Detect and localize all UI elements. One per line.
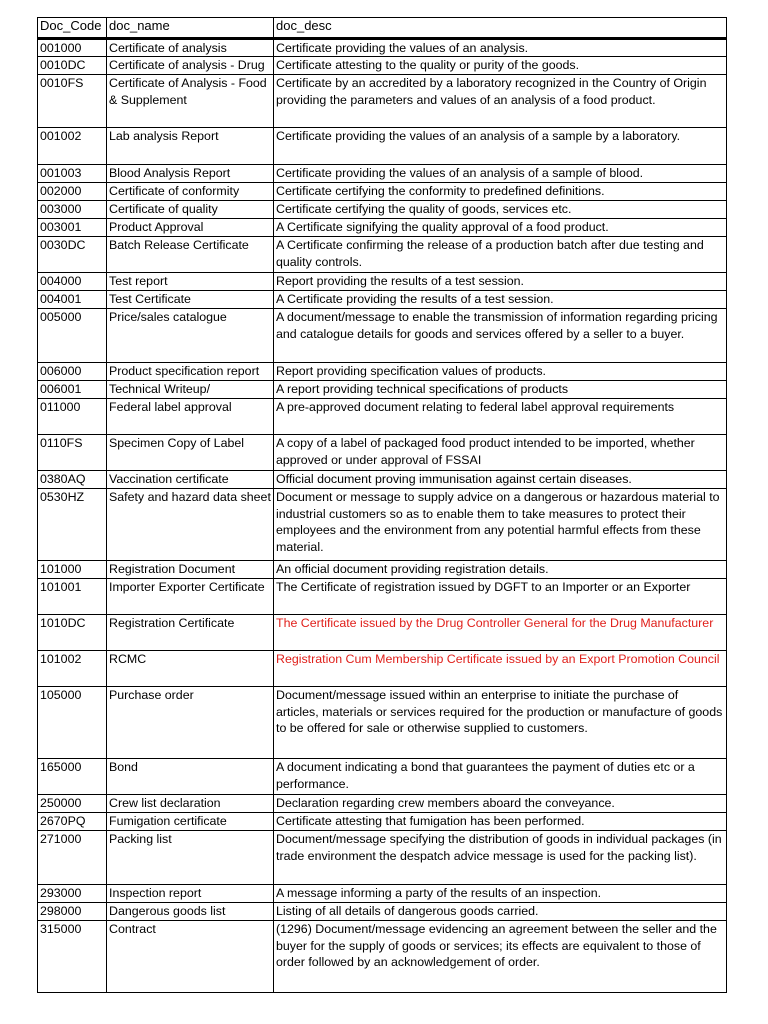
doc-code-cell: 271000 xyxy=(38,831,107,885)
table-row xyxy=(38,435,727,471)
doc-name-cell: Certificate of analysis - Drug xyxy=(107,57,274,75)
doc-name-cell: Price/sales catalogue xyxy=(107,309,274,363)
doc-code-cell: 2670PQ xyxy=(38,813,107,831)
doc-code-cell: 0530HZ xyxy=(38,489,107,561)
table-row xyxy=(38,759,727,795)
doc-code-cell: 1010DC xyxy=(38,615,107,651)
doc-name-cell: Safety and hazard data sheet xyxy=(107,489,274,561)
doc-code-cell: 315000 xyxy=(38,921,107,993)
doc-desc-cell: Certificate attesting to the quality or purity of the goods. xyxy=(274,57,727,75)
doc-name-cell: Contract xyxy=(107,921,274,993)
doc-desc-cell: Report providing the results of a test session. xyxy=(274,273,727,291)
doc-desc-cell: Declaration regarding crew members aboard the conveyance. xyxy=(274,795,727,813)
table-row xyxy=(38,921,727,993)
doc-code-cell: 011000 xyxy=(38,399,107,435)
doc-name-cell: Certificate of conformity xyxy=(107,183,274,201)
doc-name-cell: Product Approval xyxy=(107,219,274,237)
doc-code-cell: 006001 xyxy=(38,381,107,399)
column-header-doc-name: doc_name xyxy=(107,18,274,39)
doc-name-cell: Certificate of analysis xyxy=(107,39,274,57)
table-row xyxy=(38,363,727,381)
doc-name-cell: Technical Writeup/ xyxy=(107,381,274,399)
doc-desc-cell: An official document providing registration details. xyxy=(274,561,727,579)
doc-name-cell: Packing list xyxy=(107,831,274,885)
doc-desc-cell: Document or message to supply advice on a dangerous or hazardous material to industrial customers so as to enable them to take measures to protect their employees and the environment from any potential harmful effects from these material. xyxy=(274,489,727,561)
doc-desc-cell: Certificate providing the values of an analysis of a sample of blood. xyxy=(274,165,727,183)
doc-code-cell: 0010FS xyxy=(38,75,107,128)
doc-desc-cell: Report providing specification values of products. xyxy=(274,363,727,381)
doc-desc-cell: Official document proving immunisation against certain diseases. xyxy=(274,471,727,489)
table-row xyxy=(38,273,727,291)
table-row xyxy=(38,183,727,201)
doc-desc-cell: A message informing a party of the results of an inspection. xyxy=(274,885,727,903)
table-row xyxy=(38,687,727,759)
table-row xyxy=(38,903,727,921)
table-row xyxy=(38,471,727,489)
doc-name-cell: Vaccination certificate xyxy=(107,471,274,489)
doc-code-cell: 101002 xyxy=(38,651,107,687)
doc-code-cell: 298000 xyxy=(38,903,107,921)
table-row xyxy=(38,579,727,615)
doc-name-cell: Fumigation certificate xyxy=(107,813,274,831)
table-row xyxy=(38,489,727,561)
table-body xyxy=(38,39,727,993)
doc-desc-cell: A copy of a label of packaged food product intended to be imported, whether approved or under approval of FSSAI xyxy=(274,435,727,471)
doc-desc-cell: A Certificate providing the results of a test session. xyxy=(274,291,727,309)
table-row xyxy=(38,237,727,273)
table-row xyxy=(38,831,727,885)
table-row xyxy=(38,165,727,183)
table-row xyxy=(38,615,727,651)
table-row xyxy=(38,201,727,219)
table-row xyxy=(38,381,727,399)
doc-desc-cell: A Certificate signifying the quality approval of a food product. xyxy=(274,219,727,237)
doc-code-cell: 0010DC xyxy=(38,57,107,75)
doc-desc-cell: The Certificate issued by the Drug Controller General for the Drug Manufacturer xyxy=(274,615,727,651)
doc-name-cell: Registration Certificate xyxy=(107,615,274,651)
doc-code-cell: 003001 xyxy=(38,219,107,237)
table-row xyxy=(38,219,727,237)
doc-code-cell: 006000 xyxy=(38,363,107,381)
table-row xyxy=(38,291,727,309)
table-row xyxy=(38,399,727,435)
table-row xyxy=(38,561,727,579)
doc-name-cell: Batch Release Certificate xyxy=(107,237,274,273)
doc-name-cell: Specimen Copy of Label xyxy=(107,435,274,471)
doc-name-cell: Purchase order xyxy=(107,687,274,759)
doc-desc-cell: Certificate providing the values of an analysis. xyxy=(274,39,727,57)
doc-name-cell: Lab analysis Report xyxy=(107,128,274,165)
table-row xyxy=(38,39,727,57)
doc-name-cell: RCMC xyxy=(107,651,274,687)
doc-desc-cell: Certificate certifying the quality of goods, services etc. xyxy=(274,201,727,219)
doc-name-cell: Importer Exporter Certificate xyxy=(107,579,274,615)
doc-code-cell: 001000 xyxy=(38,39,107,57)
doc-desc-cell: Certificate certifying the conformity to predefined definitions. xyxy=(274,183,727,201)
doc-desc-cell: Certificate by an accredited by a laboratory recognized in the Country of Origin providing the parameters and values of an analysis of a food product. xyxy=(274,75,727,128)
doc-name-cell: Test report xyxy=(107,273,274,291)
document-codes-table xyxy=(37,17,727,993)
table-row xyxy=(38,885,727,903)
table-row xyxy=(38,309,727,363)
doc-name-cell: Registration Document xyxy=(107,561,274,579)
doc-desc-cell: The Certificate of registration issued by DGFT to an Importer or an Exporter xyxy=(274,579,727,615)
doc-desc-cell: A pre-approved document relating to federal label approval requirements xyxy=(274,399,727,435)
table-row xyxy=(38,75,727,128)
doc-desc-cell: Document/message issued within an enterprise to initiate the purchase of articles, materials or services required for the production or manufacture of goods to be offered for sale or otherwise supplied to customers. xyxy=(274,687,727,759)
doc-desc-cell: A Certificate confirming the release of a production batch after due testing and quality controls. xyxy=(274,237,727,273)
table-row xyxy=(38,795,727,813)
doc-name-cell: Certificate of quality xyxy=(107,201,274,219)
doc-code-cell: 293000 xyxy=(38,885,107,903)
table-header-row xyxy=(38,18,727,39)
column-header-doc-code: Doc_Code xyxy=(38,18,107,39)
doc-code-cell: 165000 xyxy=(38,759,107,795)
doc-name-cell: Product specification report xyxy=(107,363,274,381)
table-row xyxy=(38,651,727,687)
doc-code-cell: 0380AQ xyxy=(38,471,107,489)
doc-desc-cell: Certificate attesting that fumigation has been performed. xyxy=(274,813,727,831)
doc-code-cell: 005000 xyxy=(38,309,107,363)
doc-code-cell: 004000 xyxy=(38,273,107,291)
doc-code-cell: 001003 xyxy=(38,165,107,183)
doc-code-cell: 001002 xyxy=(38,128,107,165)
doc-desc-cell: Certificate providing the values of an analysis of a sample by a laboratory. xyxy=(274,128,727,165)
doc-desc-cell: A document/message to enable the transmission of information regarding pricing and catalogue details for goods and services offered by a seller to a buyer. xyxy=(274,309,727,363)
doc-desc-cell: (1296) Document/message evidencing an agreement between the seller and the buyer for the supply of goods or services; its effects are equivalent to those of order followed by an acknowledgement of order. xyxy=(274,921,727,993)
doc-name-cell: Bond xyxy=(107,759,274,795)
doc-name-cell: Federal label approval xyxy=(107,399,274,435)
doc-code-cell: 002000 xyxy=(38,183,107,201)
doc-code-cell: 0030DC xyxy=(38,237,107,273)
doc-name-cell: Test Certificate xyxy=(107,291,274,309)
doc-name-cell: Crew list declaration xyxy=(107,795,274,813)
doc-desc-cell: Registration Cum Membership Certificate issued by an Export Promotion Council xyxy=(274,651,727,687)
column-header-doc-desc: doc_desc xyxy=(274,18,727,39)
doc-desc-cell: A document indicating a bond that guarantees the payment of duties etc or a performance. xyxy=(274,759,727,795)
table-row xyxy=(38,57,727,75)
table-row xyxy=(38,813,727,831)
doc-name-cell: Certificate of Analysis - Food & Supplement xyxy=(107,75,274,128)
doc-code-cell: 0110FS xyxy=(38,435,107,471)
doc-code-cell: 101000 xyxy=(38,561,107,579)
doc-name-cell: Blood Analysis Report xyxy=(107,165,274,183)
doc-code-cell: 105000 xyxy=(38,687,107,759)
doc-desc-cell: Listing of all details of dangerous goods carried. xyxy=(274,903,727,921)
doc-code-cell: 101001 xyxy=(38,579,107,615)
doc-code-cell: 003000 xyxy=(38,201,107,219)
doc-code-cell: 004001 xyxy=(38,291,107,309)
doc-name-cell: Dangerous goods list xyxy=(107,903,274,921)
doc-name-cell: Inspection report xyxy=(107,885,274,903)
doc-desc-cell: Document/message specifying the distribution of goods in individual packages (in trade environment the despatch advice message is used for the packing list). xyxy=(274,831,727,885)
table-row xyxy=(38,128,727,165)
doc-desc-cell: A report providing technical specifications of products xyxy=(274,381,727,399)
doc-code-cell: 250000 xyxy=(38,795,107,813)
